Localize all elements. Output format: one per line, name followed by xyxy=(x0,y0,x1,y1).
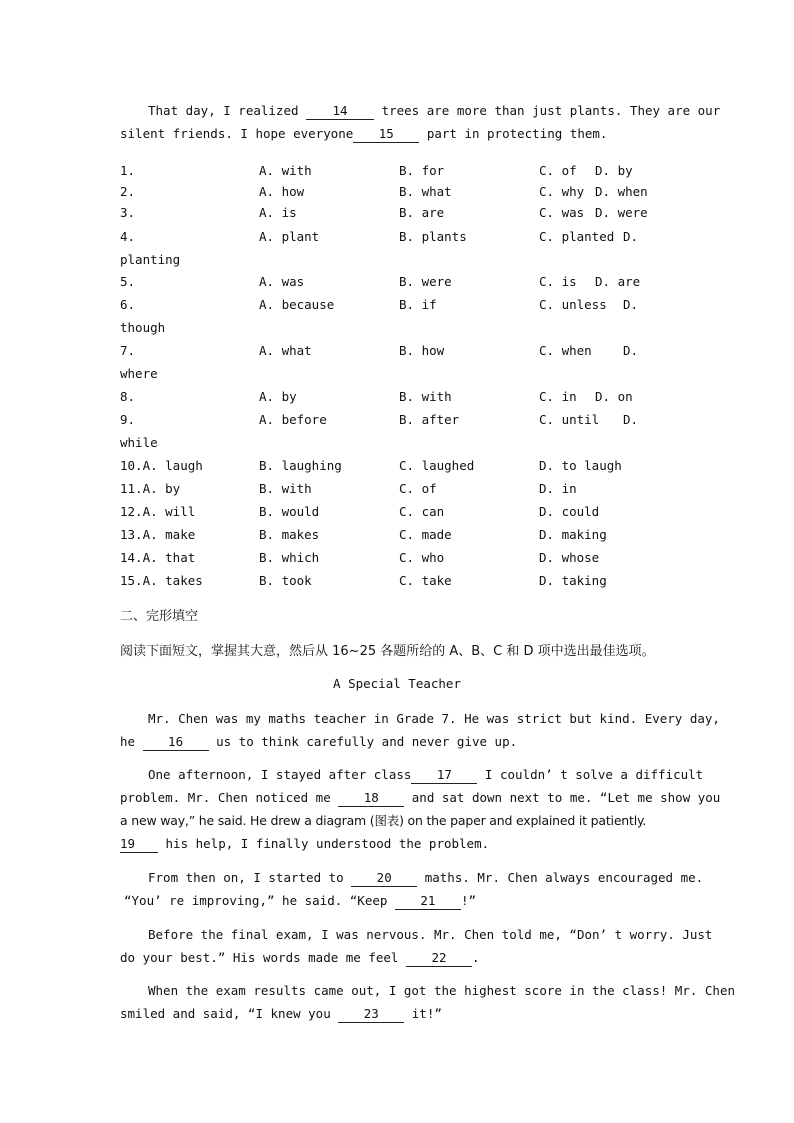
option-b: B. plants xyxy=(399,229,467,244)
blank-23: 23 xyxy=(338,1005,404,1023)
option-d: D. when xyxy=(595,184,648,199)
option-c: C. until xyxy=(539,412,600,427)
passage-line: When the exam results came out, I got the highest score in the class! Mr. Chen xyxy=(148,983,735,998)
option-a: A. because xyxy=(259,297,335,312)
question-option-a: 15.A. takes xyxy=(120,573,203,588)
option-d: D. could xyxy=(539,504,600,519)
option-d-wrap: planting xyxy=(120,252,181,267)
option-a: A. before xyxy=(259,412,327,427)
option-d: D. xyxy=(623,343,639,358)
question-number: 1. xyxy=(120,163,136,178)
intro-text: part in protecting them. xyxy=(419,126,608,141)
option-b: B. took xyxy=(259,573,312,588)
option-d: D. making xyxy=(539,527,607,542)
passage-text: From then on, I started to xyxy=(148,870,352,885)
passage-text: maths. Mr. Chen always encouraged me. xyxy=(417,870,704,885)
option-d: D. xyxy=(623,297,639,312)
blank-16: 16 xyxy=(143,733,209,751)
option-d: D. were xyxy=(595,205,648,220)
option-a: A. what xyxy=(259,343,312,358)
question-number: 5. xyxy=(120,274,136,289)
option-b: B. are xyxy=(399,205,445,220)
passage-paragraph-4 xyxy=(120,923,713,969)
passage-title: A Special Teacher xyxy=(333,676,461,691)
passage-text: problem. Mr. Chen noticed me xyxy=(120,790,339,805)
option-c: C. planted xyxy=(539,229,615,244)
question-option-a: 12.A. will xyxy=(120,504,196,519)
option-c: C. when xyxy=(539,343,592,358)
question-option-a: 14.A. that xyxy=(120,550,196,565)
option-c: C. made xyxy=(399,527,452,542)
option-b: B. for xyxy=(399,163,445,178)
question-option-a: 11.A. by xyxy=(120,481,181,496)
option-d-wrap: though xyxy=(120,320,166,335)
passage-paragraph-3 xyxy=(120,866,704,912)
question-number: 2. xyxy=(120,184,136,199)
passage-paragraph-2 xyxy=(120,763,721,855)
option-a: A. plant xyxy=(259,229,320,244)
option-c: C. take xyxy=(399,573,452,588)
option-b: B. laughing xyxy=(259,458,342,473)
option-c: C. is xyxy=(539,274,577,289)
passage-text: and sat down next to me. “Let me show you xyxy=(404,790,721,805)
option-b: B. with xyxy=(259,481,312,496)
question-number: 9. xyxy=(120,412,136,427)
passage-text: One afternoon, I stayed after class xyxy=(148,767,412,782)
blank-15: 15 xyxy=(353,125,419,143)
question-option-a: 10.A. laugh xyxy=(120,458,203,473)
passage-paragraph-1 xyxy=(120,707,720,753)
passage-line: Mr. Chen was my maths teacher in Grade 7. He was strict but kind. Every day, xyxy=(148,711,720,726)
option-b: B. if xyxy=(399,297,437,312)
option-c: C. in xyxy=(539,389,577,404)
passage-text: smiled and said, “I knew you xyxy=(120,1006,339,1021)
question-number: 8. xyxy=(120,389,136,404)
passage-text: his help, I finally understood the problem. xyxy=(158,836,490,851)
option-c: C. can xyxy=(399,504,445,519)
passage-text: us to think carefully and never give up. xyxy=(208,734,518,749)
passage-text: !” xyxy=(460,893,476,908)
question-number: 7. xyxy=(120,343,136,358)
intro-text: trees are more than just plants. They are our xyxy=(374,103,721,118)
option-b: B. with xyxy=(399,389,452,404)
option-c: C. of xyxy=(539,163,577,178)
option-c: C. of xyxy=(399,481,437,496)
question-option-a: 13.A. make xyxy=(120,527,196,542)
intro-text: That day, I realized xyxy=(148,103,307,118)
option-b: B. how xyxy=(399,343,445,358)
option-b: B. makes xyxy=(259,527,320,542)
option-d: D. on xyxy=(595,389,633,404)
passage-text: he xyxy=(120,734,143,749)
option-c: C. laughed xyxy=(399,458,475,473)
option-a: A. by xyxy=(259,389,297,404)
question-number: 4. xyxy=(120,229,136,244)
option-c: C. who xyxy=(399,550,445,565)
option-d: D. xyxy=(623,412,639,427)
section-heading: 二、完形填空 xyxy=(120,609,199,624)
passage-paragraph-5 xyxy=(120,979,735,1025)
passage-line: Before the final exam, I was nervous. Mr. Chen told me, “Don’ t worry. Just xyxy=(148,927,713,942)
intro-paragraph xyxy=(120,99,721,145)
option-b: B. what xyxy=(399,184,452,199)
option-d-wrap: where xyxy=(120,366,158,381)
option-b: B. were xyxy=(399,274,452,289)
option-d-wrap: while xyxy=(120,435,158,450)
option-b: B. which xyxy=(259,550,320,565)
question-number: 3. xyxy=(120,205,136,220)
option-d: D. in xyxy=(539,481,577,496)
blank-20: 20 xyxy=(351,869,417,887)
section-instruction: 阅读下面短文，掌握其大意，然后从 16~25 各题所给的 A、B、C 和 D 项中选出最佳选项。 xyxy=(120,644,655,659)
passage-text: I couldn’ t solve a difficult xyxy=(477,767,704,782)
option-a: A. is xyxy=(259,205,297,220)
option-d: D. taking xyxy=(539,573,607,588)
option-d: D. to laugh xyxy=(539,458,622,473)
option-d: D. xyxy=(623,229,639,244)
blank-18: 18 xyxy=(338,789,404,807)
blank-17: 17 xyxy=(411,766,477,784)
option-d: D. by xyxy=(595,163,633,178)
blank-19: 19 xyxy=(120,835,158,853)
passage-text: it!” xyxy=(404,1006,442,1021)
passage-text: “You’ re improving,” he said. “Keep xyxy=(124,893,395,908)
option-a: A. was xyxy=(259,274,305,289)
blank-14: 14 xyxy=(306,102,374,120)
option-b: B. after xyxy=(399,412,460,427)
option-d: D. are xyxy=(595,274,641,289)
intro-text: silent friends. I hope everyone xyxy=(120,126,354,141)
option-b: B. would xyxy=(259,504,320,519)
option-c: C. unless xyxy=(539,297,607,312)
passage-line: a new way,” he said. He drew a diagram (图表) on the paper and explained it patiently. xyxy=(120,813,647,828)
passage-text: . xyxy=(471,950,480,965)
option-c: C. was xyxy=(539,205,585,220)
option-d: D. whose xyxy=(539,550,600,565)
blank-21: 21 xyxy=(395,892,461,910)
question-number: 6. xyxy=(120,297,136,312)
option-a: A. with xyxy=(259,163,312,178)
option-a: A. how xyxy=(259,184,305,199)
passage-text: do your best.” His words made me feel xyxy=(120,950,406,965)
option-c: C. why xyxy=(539,184,585,199)
blank-22: 22 xyxy=(406,949,472,967)
